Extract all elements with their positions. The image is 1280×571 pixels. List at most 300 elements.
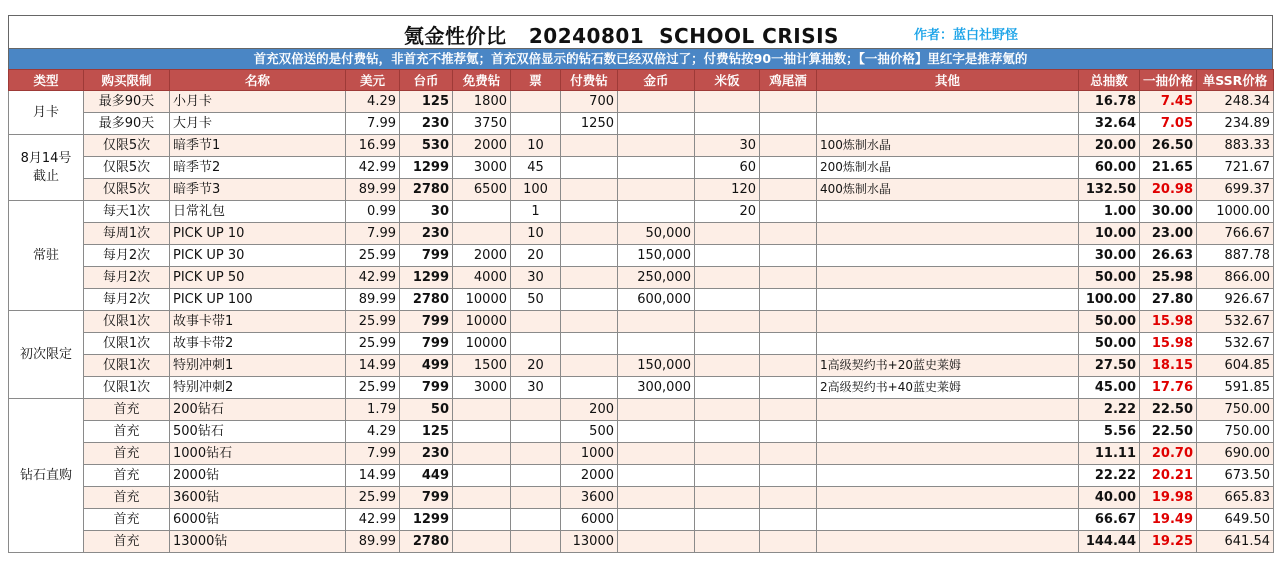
free-cell: 10000 [453, 311, 511, 333]
other-cell: 2高级契约书+40蓝史莱姆 [817, 377, 1079, 399]
other-cell [817, 465, 1079, 487]
limit-cell: 首充 [84, 399, 170, 421]
limit-cell: 首充 [84, 443, 170, 465]
rice-cell [695, 421, 760, 443]
column-header: 名称 [170, 70, 346, 91]
paid-cell: 500 [561, 421, 618, 443]
type-cell: 初次限定 [9, 311, 84, 399]
ssr-cell: 866.00 [1197, 267, 1274, 289]
paid-cell: 700 [561, 91, 618, 113]
pulls-cell: 32.64 [1079, 113, 1140, 135]
ssr-cell: 591.85 [1197, 377, 1274, 399]
free-cell: 3750 [453, 113, 511, 135]
cocktail-cell [760, 465, 817, 487]
table-row [9, 289, 1274, 311]
free-cell: 10000 [453, 333, 511, 355]
price-cell: 15.98 [1140, 311, 1197, 333]
free-cell: 10000 [453, 289, 511, 311]
table-row [9, 531, 1274, 553]
limit-cell: 仅限5次 [84, 157, 170, 179]
twd-cell: 799 [400, 311, 453, 333]
ticket-cell: 50 [511, 289, 561, 311]
usd-cell: 0.99 [346, 201, 400, 223]
price-cell: 19.98 [1140, 487, 1197, 509]
ticket-cell [511, 443, 561, 465]
free-cell: 6500 [453, 179, 511, 201]
pulls-cell: 50.00 [1079, 267, 1140, 289]
cocktail-cell [760, 179, 817, 201]
free-cell: 2000 [453, 135, 511, 157]
other-cell [817, 443, 1079, 465]
table-row [9, 223, 1274, 245]
name-cell: 故事卡带2 [170, 333, 346, 355]
cocktail-cell [760, 311, 817, 333]
rice-cell: 30 [695, 135, 760, 157]
twd-cell: 30 [400, 201, 453, 223]
limit-cell: 首充 [84, 509, 170, 531]
cocktail-cell [760, 421, 817, 443]
ticket-cell: 30 [511, 267, 561, 289]
limit-cell: 首充 [84, 487, 170, 509]
gold-cell [618, 399, 695, 421]
other-cell: 1高级契约书+20蓝史莱姆 [817, 355, 1079, 377]
pulls-cell: 10.00 [1079, 223, 1140, 245]
ssr-cell: 883.33 [1197, 135, 1274, 157]
gold-cell [618, 487, 695, 509]
price-cell: 15.98 [1140, 333, 1197, 355]
table-row [9, 157, 1274, 179]
rice-cell [695, 443, 760, 465]
rice-cell [695, 399, 760, 421]
column-header: 鸡尾酒 [760, 70, 817, 91]
name-cell: PICK UP 50 [170, 267, 346, 289]
name-cell: 故事卡带1 [170, 311, 346, 333]
pulls-cell: 22.22 [1079, 465, 1140, 487]
twd-cell: 530 [400, 135, 453, 157]
twd-cell: 799 [400, 377, 453, 399]
table-row [9, 377, 1274, 399]
ticket-cell [511, 113, 561, 135]
column-header: 金币 [618, 70, 695, 91]
ticket-cell [511, 333, 561, 355]
ssr-cell: 887.78 [1197, 245, 1274, 267]
name-cell: 暗季节1 [170, 135, 346, 157]
price-cell: 21.65 [1140, 157, 1197, 179]
type-cell: 钻石直购 [9, 399, 84, 553]
paid-cell [561, 179, 618, 201]
table-row [9, 333, 1274, 355]
paid-cell: 2000 [561, 465, 618, 487]
pulls-cell: 11.11 [1079, 443, 1140, 465]
pulls-cell: 100.00 [1079, 289, 1140, 311]
name-cell: 2000钻 [170, 465, 346, 487]
usd-cell: 4.29 [346, 91, 400, 113]
usd-cell: 89.99 [346, 179, 400, 201]
rice-cell [695, 91, 760, 113]
sheet-title: 氪金性价比 20240801 SCHOOL CRISIS [404, 24, 839, 48]
usd-cell: 25.99 [346, 245, 400, 267]
limit-cell: 仅限5次 [84, 135, 170, 157]
twd-cell: 230 [400, 113, 453, 135]
limit-cell: 仅限5次 [84, 179, 170, 201]
cocktail-cell [760, 355, 817, 377]
other-cell [817, 245, 1079, 267]
rice-cell [695, 223, 760, 245]
free-cell [453, 487, 511, 509]
gold-cell [618, 531, 695, 553]
table-row [9, 465, 1274, 487]
ssr-cell: 234.89 [1197, 113, 1274, 135]
ssr-cell: 690.00 [1197, 443, 1274, 465]
rice-cell [695, 333, 760, 355]
ssr-cell: 532.67 [1197, 311, 1274, 333]
cocktail-cell [760, 201, 817, 223]
cocktail-cell [760, 487, 817, 509]
ticket-cell: 100 [511, 179, 561, 201]
cocktail-cell [760, 399, 817, 421]
column-header: 付费钻 [561, 70, 618, 91]
cocktail-cell [760, 289, 817, 311]
other-cell [817, 311, 1079, 333]
ssr-cell: 532.67 [1197, 333, 1274, 355]
twd-cell: 1299 [400, 157, 453, 179]
usd-cell: 42.99 [346, 509, 400, 531]
rice-cell [695, 311, 760, 333]
name-cell: 13000钻 [170, 531, 346, 553]
free-cell [453, 443, 511, 465]
paid-cell [561, 377, 618, 399]
author-label: 作者：蓝白社野怪 [914, 28, 1019, 43]
table-row [9, 245, 1274, 267]
gold-cell [618, 113, 695, 135]
twd-cell: 2780 [400, 289, 453, 311]
name-cell: 小月卡 [170, 91, 346, 113]
usd-cell: 42.99 [346, 267, 400, 289]
free-cell: 3000 [453, 377, 511, 399]
pulls-cell: 45.00 [1079, 377, 1140, 399]
limit-cell: 仅限1次 [84, 333, 170, 355]
paid-cell: 6000 [561, 509, 618, 531]
gold-cell [618, 333, 695, 355]
other-cell [817, 487, 1079, 509]
usd-cell: 1.79 [346, 399, 400, 421]
ssr-cell: 665.83 [1197, 487, 1274, 509]
paid-cell: 200 [561, 399, 618, 421]
table-row [9, 443, 1274, 465]
ssr-cell: 248.34 [1197, 91, 1274, 113]
price-cell: 22.50 [1140, 421, 1197, 443]
ticket-cell: 30 [511, 377, 561, 399]
ticket-cell: 45 [511, 157, 561, 179]
twd-cell: 125 [400, 421, 453, 443]
name-cell: 暗季节3 [170, 179, 346, 201]
name-cell: 1000钻石 [170, 443, 346, 465]
free-cell [453, 531, 511, 553]
cocktail-cell [760, 443, 817, 465]
rice-cell [695, 465, 760, 487]
rice-cell [695, 289, 760, 311]
pulls-cell: 27.50 [1079, 355, 1140, 377]
limit-cell: 首充 [84, 531, 170, 553]
name-cell: PICK UP 10 [170, 223, 346, 245]
type-cell: 8月14号截止 [9, 135, 84, 201]
limit-cell: 仅限1次 [84, 355, 170, 377]
cocktail-cell [760, 245, 817, 267]
free-cell [453, 223, 511, 245]
price-table [8, 69, 1274, 553]
ssr-cell: 766.67 [1197, 223, 1274, 245]
pulls-cell: 30.00 [1079, 245, 1140, 267]
ticket-cell: 1 [511, 201, 561, 223]
rice-cell [695, 377, 760, 399]
free-cell [453, 421, 511, 443]
limit-cell: 每月2次 [84, 245, 170, 267]
twd-cell: 799 [400, 245, 453, 267]
name-cell: 日常礼包 [170, 201, 346, 223]
other-cell [817, 113, 1079, 135]
usd-cell: 89.99 [346, 289, 400, 311]
twd-cell: 1299 [400, 267, 453, 289]
paid-cell: 1000 [561, 443, 618, 465]
ssr-cell: 673.50 [1197, 465, 1274, 487]
table-row [9, 91, 1274, 113]
price-cell: 17.76 [1140, 377, 1197, 399]
other-cell [817, 421, 1079, 443]
gold-cell [618, 421, 695, 443]
price-cell: 19.25 [1140, 531, 1197, 553]
gold-cell [618, 201, 695, 223]
twd-cell: 799 [400, 333, 453, 355]
ticket-cell [511, 421, 561, 443]
gold-cell: 300,000 [618, 377, 695, 399]
pulls-cell: 1.00 [1079, 201, 1140, 223]
ssr-cell: 926.67 [1197, 289, 1274, 311]
usd-cell: 25.99 [346, 311, 400, 333]
usd-cell: 4.29 [346, 421, 400, 443]
ticket-cell [511, 531, 561, 553]
price-cell: 27.80 [1140, 289, 1197, 311]
free-cell: 3000 [453, 157, 511, 179]
rice-cell [695, 531, 760, 553]
type-cell: 常驻 [9, 201, 84, 311]
ticket-cell: 20 [511, 355, 561, 377]
gold-cell [618, 91, 695, 113]
paid-cell: 3600 [561, 487, 618, 509]
name-cell: 6000钻 [170, 509, 346, 531]
cocktail-cell [760, 135, 817, 157]
table-row [9, 113, 1274, 135]
pulls-cell: 5.56 [1079, 421, 1140, 443]
free-cell [453, 399, 511, 421]
gold-cell: 150,000 [618, 355, 695, 377]
ssr-cell: 604.85 [1197, 355, 1274, 377]
free-cell: 1800 [453, 91, 511, 113]
usd-cell: 7.99 [346, 223, 400, 245]
price-cell: 18.15 [1140, 355, 1197, 377]
rice-cell: 60 [695, 157, 760, 179]
ssr-cell: 649.50 [1197, 509, 1274, 531]
pulls-cell: 50.00 [1079, 311, 1140, 333]
pulls-cell: 66.67 [1079, 509, 1140, 531]
table-row [9, 179, 1274, 201]
ssr-cell: 750.00 [1197, 399, 1274, 421]
ticket-cell [511, 311, 561, 333]
name-cell: 特别冲刺2 [170, 377, 346, 399]
price-cell: 7.45 [1140, 91, 1197, 113]
pulls-cell: 50.00 [1079, 333, 1140, 355]
title-bar [8, 15, 1273, 49]
twd-cell: 230 [400, 443, 453, 465]
paid-cell [561, 245, 618, 267]
paid-cell [561, 289, 618, 311]
column-header: 台币 [400, 70, 453, 91]
ticket-cell: 10 [511, 135, 561, 157]
table-row [9, 355, 1274, 377]
column-header: 总抽数 [1079, 70, 1140, 91]
usd-cell: 25.99 [346, 377, 400, 399]
notice-banner: 首充双倍送的是付费钻，非首充不推荐氪；首充双倍显示的钻石数已经双倍过了；付费钻按90一抽计算抽数；【一抽价格】里红字是推荐氪的 [8, 49, 1273, 69]
price-cell: 20.70 [1140, 443, 1197, 465]
gold-cell: 250,000 [618, 267, 695, 289]
other-cell [817, 399, 1079, 421]
other-cell [817, 201, 1079, 223]
usd-cell: 89.99 [346, 531, 400, 553]
limit-cell: 最多90天 [84, 91, 170, 113]
other-cell [817, 91, 1079, 113]
gold-cell [618, 465, 695, 487]
usd-cell: 7.99 [346, 443, 400, 465]
gold-cell: 150,000 [618, 245, 695, 267]
column-header: 其他 [817, 70, 1079, 91]
price-cell: 19.49 [1140, 509, 1197, 531]
twd-cell: 50 [400, 399, 453, 421]
name-cell: 特别冲刺1 [170, 355, 346, 377]
price-cell: 20.98 [1140, 179, 1197, 201]
column-header: 类型 [9, 70, 84, 91]
price-cell: 30.00 [1140, 201, 1197, 223]
usd-cell: 42.99 [346, 157, 400, 179]
price-cell: 26.50 [1140, 135, 1197, 157]
table-row [9, 311, 1274, 333]
free-cell: 2000 [453, 245, 511, 267]
other-cell [817, 223, 1079, 245]
usd-cell: 16.99 [346, 135, 400, 157]
free-cell [453, 509, 511, 531]
ticket-cell: 20 [511, 245, 561, 267]
gold-cell [618, 509, 695, 531]
ticket-cell [511, 487, 561, 509]
free-cell: 4000 [453, 267, 511, 289]
limit-cell: 每月2次 [84, 289, 170, 311]
gold-cell [618, 135, 695, 157]
gold-cell: 600,000 [618, 289, 695, 311]
gold-cell [618, 179, 695, 201]
other-cell: 200炼制水晶 [817, 157, 1079, 179]
table-row [9, 201, 1274, 223]
table-row [9, 421, 1274, 443]
gold-cell [618, 311, 695, 333]
table-row [9, 509, 1274, 531]
limit-cell: 仅限1次 [84, 377, 170, 399]
name-cell: 3600钻 [170, 487, 346, 509]
table-row [9, 487, 1274, 509]
pulls-cell: 2.22 [1079, 399, 1140, 421]
pulls-cell: 60.00 [1079, 157, 1140, 179]
twd-cell: 2780 [400, 179, 453, 201]
limit-cell: 首充 [84, 465, 170, 487]
paid-cell [561, 135, 618, 157]
twd-cell: 499 [400, 355, 453, 377]
other-cell [817, 531, 1079, 553]
other-cell: 400炼制水晶 [817, 179, 1079, 201]
table-row [9, 135, 1274, 157]
twd-cell: 2780 [400, 531, 453, 553]
ticket-cell [511, 399, 561, 421]
gold-cell [618, 157, 695, 179]
pulls-cell: 40.00 [1079, 487, 1140, 509]
other-cell [817, 509, 1079, 531]
limit-cell: 首充 [84, 421, 170, 443]
ticket-cell: 10 [511, 223, 561, 245]
rice-cell [695, 267, 760, 289]
usd-cell: 14.99 [346, 465, 400, 487]
paid-cell [561, 267, 618, 289]
twd-cell: 230 [400, 223, 453, 245]
type-cell: 月卡 [9, 91, 84, 135]
cocktail-cell [760, 223, 817, 245]
cocktail-cell [760, 377, 817, 399]
ticket-cell [511, 465, 561, 487]
rice-cell [695, 245, 760, 267]
pulls-cell: 144.44 [1079, 531, 1140, 553]
paid-cell [561, 201, 618, 223]
column-header: 免费钻 [453, 70, 511, 91]
other-cell [817, 267, 1079, 289]
column-header: 米饭 [695, 70, 760, 91]
ssr-cell: 750.00 [1197, 421, 1274, 443]
paid-cell [561, 333, 618, 355]
rice-cell: 120 [695, 179, 760, 201]
other-cell [817, 333, 1079, 355]
price-cell: 20.21 [1140, 465, 1197, 487]
other-cell: 100炼制水晶 [817, 135, 1079, 157]
ssr-cell: 641.54 [1197, 531, 1274, 553]
rice-cell: 20 [695, 201, 760, 223]
name-cell: PICK UP 100 [170, 289, 346, 311]
paid-cell: 13000 [561, 531, 618, 553]
usd-cell: 7.99 [346, 113, 400, 135]
paid-cell [561, 157, 618, 179]
rice-cell [695, 355, 760, 377]
limit-cell: 每月2次 [84, 267, 170, 289]
twd-cell: 125 [400, 91, 453, 113]
paid-cell: 1250 [561, 113, 618, 135]
paid-cell [561, 355, 618, 377]
usd-cell: 25.99 [346, 333, 400, 355]
cocktail-cell [760, 267, 817, 289]
column-header: 美元 [346, 70, 400, 91]
price-cell: 25.98 [1140, 267, 1197, 289]
gold-cell: 50,000 [618, 223, 695, 245]
cocktail-cell [760, 157, 817, 179]
header-row [9, 70, 1274, 91]
price-cell: 26.63 [1140, 245, 1197, 267]
rice-cell [695, 487, 760, 509]
cocktail-cell [760, 509, 817, 531]
price-cell: 22.50 [1140, 399, 1197, 421]
table-row [9, 399, 1274, 421]
usd-cell: 14.99 [346, 355, 400, 377]
